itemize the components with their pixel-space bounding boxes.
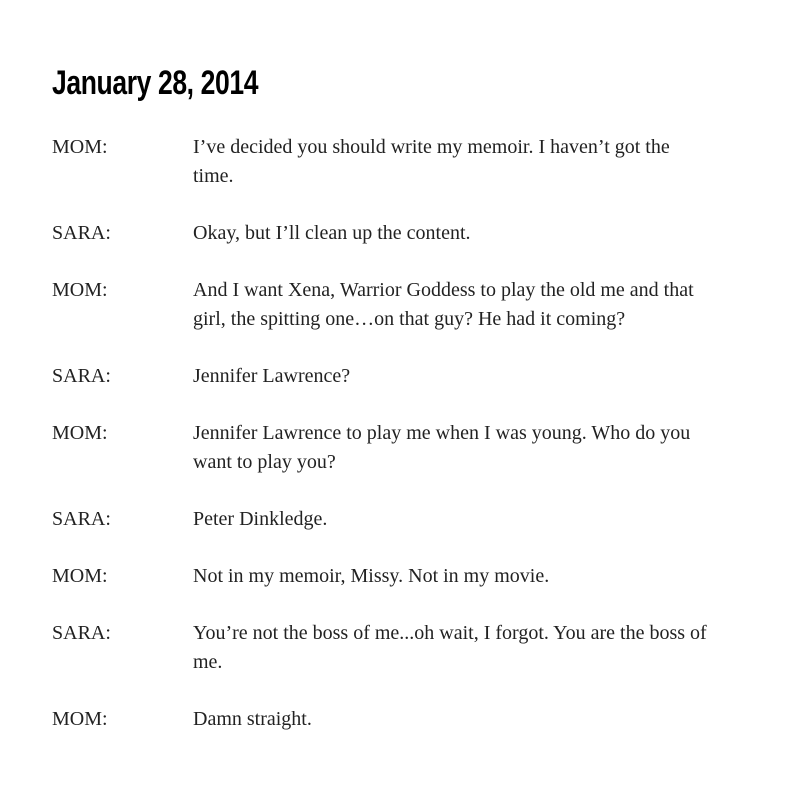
dialogue-line (52, 562, 752, 591)
page-title: January 28, 2014 (52, 64, 259, 102)
dialogue-line (52, 505, 752, 534)
dialogue-line (52, 619, 752, 677)
speech-text: Peter Dinkledge. (193, 508, 328, 530)
dialogue-line (52, 276, 752, 334)
speaker-label: SARA: (52, 222, 111, 244)
speaker-label: SARA: (52, 622, 111, 644)
dialogue-line (52, 419, 752, 477)
dialogue-line (52, 705, 752, 734)
speech-text: Not in my memoir, Missy. Not in my movie. (193, 565, 550, 587)
speech-text: Okay, but I’ll clean up the content. (193, 222, 471, 244)
dialogue-line (52, 219, 752, 248)
speaker-label: MOM: (52, 708, 108, 730)
speech-text: You’re not the boss of me...oh wait, I forgot. You are the boss of me. (193, 622, 707, 673)
dialogue-list (52, 133, 752, 762)
speaker-label: MOM: (52, 279, 108, 301)
dialogue-line (52, 362, 752, 391)
speech-text: And I want Xena, Warrior Goddess to play the old me and that girl, the spitting one…on that guy? He had it coming? (193, 279, 694, 330)
speaker-label: MOM: (52, 565, 108, 587)
speech-text: Jennifer Lawrence? (193, 365, 351, 387)
speaker-label: SARA: (52, 365, 111, 387)
speech-text: Damn straight. (193, 708, 312, 730)
speaker-label: SARA: (52, 508, 111, 530)
speech-text: Jennifer Lawrence to play me when I was young. Who do you want to play you? (193, 422, 691, 473)
speech-text: I’ve decided you should write my memoir. I haven’t got the time. (193, 136, 670, 187)
speaker-label: MOM: (52, 422, 108, 444)
dialogue-line (52, 133, 752, 191)
speaker-label: MOM: (52, 136, 108, 158)
